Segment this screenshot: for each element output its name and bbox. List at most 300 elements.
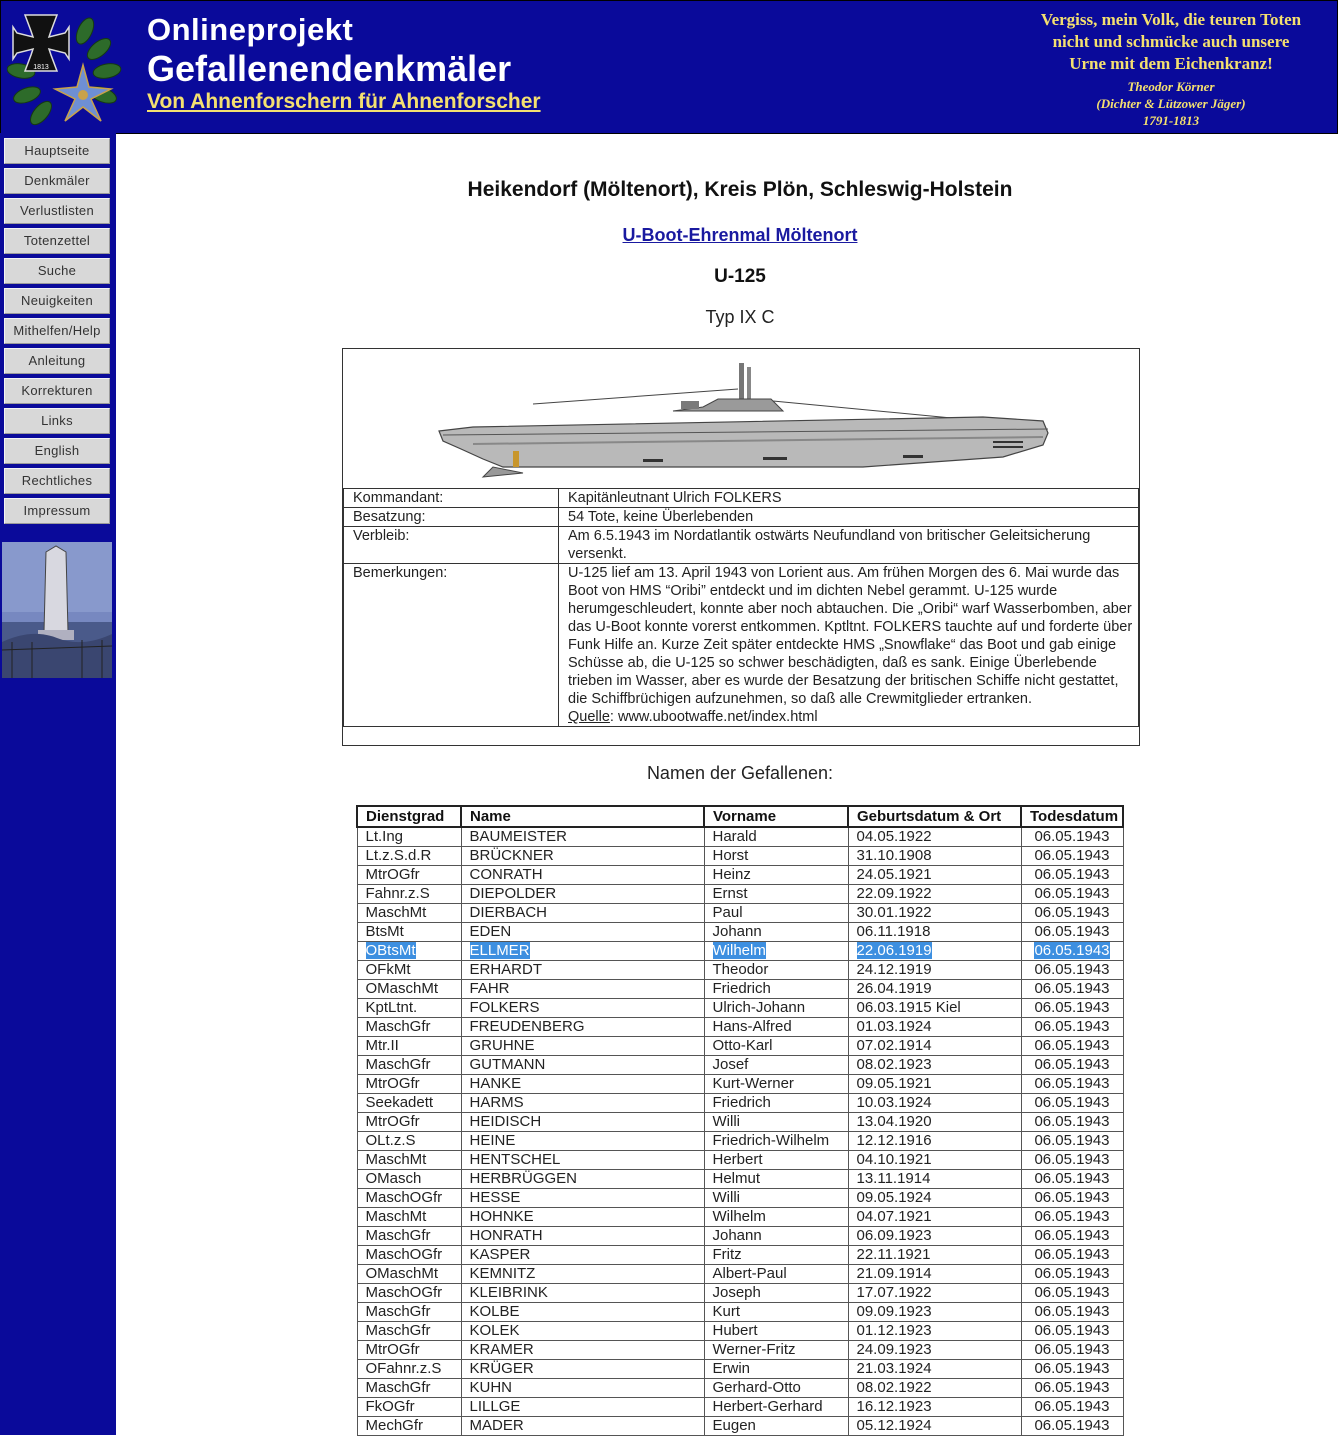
cell-text: HEIDISCH <box>469 1113 542 1130</box>
cell-text: 06.05.1943 <box>1034 980 1110 997</box>
table-cell <box>704 1170 848 1189</box>
table-cell <box>1021 1208 1123 1227</box>
table-row <box>357 980 1123 999</box>
cell-text: 04.10.1921 <box>856 1151 932 1168</box>
cell-text: HARMS <box>469 1094 524 1111</box>
cell-text: 22.06.1919 <box>856 942 932 959</box>
cell-text: 06.05.1943 <box>1034 904 1110 921</box>
table-cell <box>1021 1037 1123 1056</box>
nav-mithelfen[interactable]: Mithelfen/Help <box>4 318 110 344</box>
cell-text: 06.05.1943 <box>1034 1113 1110 1130</box>
cell-text: ELLMER <box>469 942 530 959</box>
table-cell <box>704 827 848 847</box>
cell-text: Hans-Alfred <box>712 1018 792 1035</box>
cell-text: Paul <box>712 904 743 921</box>
cell-text: 06.05.1943 <box>1034 1246 1110 1263</box>
table-row <box>357 1322 1123 1341</box>
table-row <box>357 1284 1123 1303</box>
table-cell <box>357 1037 461 1056</box>
nav-anleitung[interactable]: Anleitung <box>4 348 110 374</box>
cell-text: 06.05.1943 <box>1034 1018 1110 1035</box>
cell-text: 06.03.1915 Kiel <box>856 999 961 1016</box>
quote-line: Urne mit dem Eichenkranz! <box>1069 54 1273 73</box>
table-row <box>357 1379 1123 1398</box>
cell-text: OLt.z.S <box>365 1132 416 1149</box>
cell-text: MaschGfr <box>365 1379 431 1396</box>
table-cell <box>1021 1189 1123 1208</box>
cell-text: 06.11.1918 <box>856 923 931 940</box>
info-label: Besatzung: <box>344 508 559 527</box>
quote-line: nicht und schmücke auch unsere <box>1052 32 1290 51</box>
cell-text: KOLEK <box>469 1322 520 1339</box>
table-cell <box>357 1265 461 1284</box>
cell-text: Helmut <box>712 1170 761 1187</box>
cell-text: 06.05.1943 <box>1034 866 1110 883</box>
table-row <box>357 1075 1123 1094</box>
table-cell <box>848 1398 1021 1417</box>
cell-text: 04.05.1922 <box>856 828 932 845</box>
cell-text: 09.05.1924 <box>856 1189 932 1206</box>
table-cell <box>357 1322 461 1341</box>
table-cell <box>461 1056 704 1075</box>
cell-text: Ulrich-Johann <box>712 999 806 1016</box>
nav-neuigkeiten[interactable]: Neuigkeiten <box>4 288 110 314</box>
table-cell <box>357 827 461 847</box>
cell-text: 24.12.1919 <box>856 961 932 978</box>
table-cell <box>848 866 1021 885</box>
table-cell <box>704 847 848 866</box>
table-cell <box>848 1037 1021 1056</box>
table-cell <box>848 827 1021 847</box>
memorial-photo[interactable] <box>2 542 112 678</box>
boat-type: Typ IX C <box>705 307 775 327</box>
table-row <box>357 847 1123 866</box>
cell-text: GRUHNE <box>469 1037 535 1054</box>
table-cell <box>704 1341 848 1360</box>
cell-text: 13.04.1920 <box>856 1113 932 1130</box>
cell-text: Joseph <box>712 1284 761 1301</box>
table-row <box>357 1189 1123 1208</box>
cell-text: Friedrich-Wilhelm <box>712 1132 830 1149</box>
table-cell <box>848 1379 1021 1398</box>
cell-text: Fahnr.z.S <box>365 885 430 902</box>
table-cell <box>848 1170 1021 1189</box>
table-cell <box>1021 1417 1123 1436</box>
table-cell <box>704 885 848 904</box>
table-cell <box>704 923 848 942</box>
table-cell <box>461 1018 704 1037</box>
table-row <box>357 923 1123 942</box>
cell-text: 24.05.1921 <box>856 866 932 883</box>
table-cell <box>848 847 1021 866</box>
cell-text: Josef <box>712 1056 749 1073</box>
table-cell <box>704 1265 848 1284</box>
table-cell <box>1021 1379 1123 1398</box>
cell-text: Hubert <box>712 1322 758 1339</box>
table-cell <box>357 1417 461 1436</box>
table-cell <box>357 885 461 904</box>
table-row <box>357 827 1123 847</box>
table-row <box>357 1398 1123 1417</box>
cell-text: MtrOGfr <box>365 1341 420 1358</box>
cell-text: KRAMER <box>469 1341 534 1358</box>
submarine-drawing <box>343 349 1139 488</box>
info-label: Kommandant: <box>344 489 559 508</box>
table-cell <box>357 1284 461 1303</box>
cell-text: 06.05.1943 <box>1034 942 1110 959</box>
cell-text: MechGfr <box>365 1417 424 1434</box>
table-cell <box>461 1113 704 1132</box>
nav-denkmaeler[interactable]: Denkmäler <box>4 168 110 194</box>
nav-links[interactable]: Links <box>4 408 110 434</box>
table-cell <box>461 1322 704 1341</box>
table-cell <box>1021 847 1123 866</box>
source-url: : www.ubootwaffe.net/index.html <box>609 709 818 725</box>
cell-text: MtrOGfr <box>365 1113 420 1130</box>
table-cell <box>848 980 1021 999</box>
cell-text: KptLtnt. <box>365 999 418 1016</box>
cell-text: 05.12.1924 <box>856 1417 932 1434</box>
cell-text: OMaschMt <box>365 1265 439 1282</box>
memorial-link <box>116 225 1344 246</box>
table-cell <box>357 904 461 923</box>
table-cell <box>848 923 1021 942</box>
table-row <box>357 1094 1123 1113</box>
cell-text: HEINE <box>469 1132 516 1149</box>
col-todesdatum: Todesdatum <box>1021 806 1123 827</box>
cell-text: KRÜGER <box>469 1360 534 1377</box>
table-cell <box>461 847 704 866</box>
table-cell <box>357 1170 461 1189</box>
cell-text: 30.01.1922 <box>856 904 932 921</box>
cell-text: 12.12.1916 <box>856 1132 932 1149</box>
nav-totenzettel[interactable]: Totenzettel <box>4 228 110 254</box>
cell-text: 21.09.1914 <box>856 1265 932 1282</box>
svg-text:1813: 1813 <box>33 64 49 71</box>
cell-text: MaschGfr <box>365 1322 431 1339</box>
table-row <box>357 1265 1123 1284</box>
table-cell <box>704 1246 848 1265</box>
table-cell <box>848 1094 1021 1113</box>
cell-text: MaschMt <box>365 1208 427 1225</box>
table-cell <box>357 923 461 942</box>
cell-text: CONRATH <box>469 866 543 883</box>
table-row <box>357 904 1123 923</box>
table-row <box>357 1056 1123 1075</box>
cell-text: MaschOGfr <box>365 1284 443 1301</box>
cell-text: Fritz <box>712 1246 742 1263</box>
table-cell <box>1021 1170 1123 1189</box>
cell-text: 06.05.1943 <box>1034 1056 1110 1073</box>
table-row <box>357 1113 1123 1132</box>
cell-text: 22.09.1922 <box>856 885 932 902</box>
cell-text: DIERBACH <box>469 904 548 921</box>
table-cell <box>848 1246 1021 1265</box>
cell-text: 06.05.1943 <box>1034 1341 1110 1358</box>
cell-text: 06.05.1943 <box>1034 1227 1110 1244</box>
table-cell <box>461 885 704 904</box>
table-cell <box>704 1284 848 1303</box>
table-cell <box>1021 999 1123 1018</box>
table-cell <box>848 1208 1021 1227</box>
fallen-table <box>356 805 1124 1436</box>
cell-text: KLEIBRINK <box>469 1284 548 1301</box>
table-cell <box>1021 1322 1123 1341</box>
table-cell <box>357 961 461 980</box>
cell-text: OFahnr.z.S <box>365 1360 442 1377</box>
table-cell <box>704 1056 848 1075</box>
table-cell <box>704 1018 848 1037</box>
nav-rechtliches[interactable]: Rechtliches <box>4 468 110 494</box>
table-cell <box>1021 980 1123 999</box>
table-cell <box>848 1113 1021 1132</box>
table-cell <box>704 1322 848 1341</box>
table-cell <box>704 1398 848 1417</box>
cell-text: MaschMt <box>365 904 427 921</box>
table-cell <box>1021 904 1123 923</box>
cell-text: 06.05.1943 <box>1034 1360 1110 1377</box>
cell-text: MaschGfr <box>365 1018 431 1035</box>
cell-text: 06.05.1943 <box>1034 1151 1110 1168</box>
table-row <box>357 885 1123 904</box>
cell-text: HANKE <box>469 1075 522 1092</box>
cell-text: Otto-Karl <box>712 1037 773 1054</box>
cell-text: HERBRÜGGEN <box>469 1170 578 1187</box>
table-cell <box>848 1189 1021 1208</box>
nav-suche[interactable]: Suche <box>4 258 110 284</box>
table-cell <box>357 942 461 961</box>
cell-text: 13.11.1914 <box>856 1170 931 1187</box>
table-cell <box>1021 1056 1123 1075</box>
cell-text: 06.05.1943 <box>1034 885 1110 902</box>
table-cell <box>461 1151 704 1170</box>
cell-text: HOHNKE <box>469 1208 534 1225</box>
cell-text: FkOGfr <box>365 1398 415 1415</box>
cell-text: OBtsMt <box>365 942 416 959</box>
table-cell <box>461 1341 704 1360</box>
table-cell <box>461 1037 704 1056</box>
table-cell <box>848 961 1021 980</box>
cell-text: OMaschMt <box>365 980 439 997</box>
table-cell <box>848 1341 1021 1360</box>
table-row <box>357 1018 1123 1037</box>
cell-text: 06.05.1943 <box>1034 961 1110 978</box>
table-cell <box>1021 923 1123 942</box>
table-row <box>357 1246 1123 1265</box>
cell-text: 06.05.1943 <box>1034 1284 1110 1301</box>
table-cell <box>848 1303 1021 1322</box>
quote-author-years: 1791-1813 <box>1142 113 1200 128</box>
table-cell <box>461 923 704 942</box>
col-name: Name <box>461 806 704 827</box>
table-row <box>357 1360 1123 1379</box>
table-cell <box>357 1360 461 1379</box>
site-header <box>0 0 1338 134</box>
table-cell <box>1021 961 1123 980</box>
boat-name: U-125 <box>714 266 766 287</box>
table-cell <box>357 1113 461 1132</box>
iron-cross-logo <box>7 9 123 127</box>
table-cell <box>1021 1018 1123 1037</box>
cell-text: Eugen <box>712 1417 756 1434</box>
cell-text: 06.05.1943 <box>1034 1417 1110 1434</box>
table-cell <box>848 904 1021 923</box>
table-cell <box>704 1151 848 1170</box>
table-row <box>357 1170 1123 1189</box>
table-cell <box>1021 1246 1123 1265</box>
cell-text: 06.05.1943 <box>1034 1132 1110 1149</box>
table-cell <box>461 1265 704 1284</box>
cell-text: KASPER <box>469 1246 531 1263</box>
cell-text: 01.03.1924 <box>856 1018 932 1035</box>
info-value: Kapitänleutnant Ulrich FOLKERS <box>559 489 1139 508</box>
table-cell <box>461 1208 704 1227</box>
cell-text: 06.09.1923 <box>856 1227 932 1244</box>
cell-text: Willi <box>712 1189 740 1206</box>
table-cell <box>704 1075 848 1094</box>
table-row <box>357 1151 1123 1170</box>
table-row <box>357 1037 1123 1056</box>
site-subtitle[interactable]: Von Ahnenforschern für Ahnenforscher <box>147 90 541 113</box>
cell-text: OMasch <box>365 1170 422 1187</box>
table-cell <box>357 1018 461 1037</box>
table-cell <box>848 1151 1021 1170</box>
cell-text: Lt.z.S.d.R <box>365 847 432 864</box>
table-cell <box>357 1379 461 1398</box>
info-row-verbleib <box>344 527 1139 564</box>
cell-text: MaschOGfr <box>365 1189 443 1206</box>
nav-verlustlisten[interactable]: Verlustlisten <box>4 198 110 224</box>
cell-text: FAHR <box>469 980 510 997</box>
table-cell <box>848 1056 1021 1075</box>
table-row <box>357 942 1123 961</box>
cell-text: 31.10.1908 <box>856 847 932 864</box>
table-cell <box>1021 1284 1123 1303</box>
col-vorname: Vorname <box>704 806 848 827</box>
cell-text: 06.05.1943 <box>1034 847 1110 864</box>
table-cell <box>357 1398 461 1417</box>
table-cell <box>1021 1075 1123 1094</box>
info-value: 54 Tote, keine Überlebenden <box>559 508 1139 527</box>
cell-text: 06.05.1943 <box>1034 923 1110 940</box>
table-cell <box>461 999 704 1018</box>
cell-text: 10.03.1924 <box>856 1094 932 1111</box>
table-row <box>357 999 1123 1018</box>
table-cell <box>848 1265 1021 1284</box>
cell-text: Albert-Paul <box>712 1265 787 1282</box>
cell-text: 26.04.1919 <box>856 980 932 997</box>
table-cell <box>848 942 1021 961</box>
nav-hauptseite[interactable]: Hauptseite <box>4 138 110 164</box>
table-cell <box>357 1189 461 1208</box>
site-title-line1: Onlineprojekt <box>147 12 354 47</box>
cell-text: 16.12.1923 <box>856 1398 932 1415</box>
cell-text: 06.05.1943 <box>1034 1398 1110 1415</box>
nav-english[interactable]: English <box>4 438 110 464</box>
nav-korrekturen[interactable]: Korrekturen <box>4 378 110 404</box>
table-cell <box>704 1379 848 1398</box>
table-cell <box>848 1417 1021 1436</box>
cell-text: 06.05.1943 <box>1034 1303 1110 1320</box>
cell-text: Ernst <box>712 885 748 902</box>
info-row-kommandant <box>344 489 1139 508</box>
cell-text: OFkMt <box>365 961 411 978</box>
info-row-bemerkungen <box>344 564 1139 727</box>
table-cell <box>357 1094 461 1113</box>
table-cell <box>1021 1151 1123 1170</box>
source-label[interactable]: Quelle <box>568 709 610 725</box>
nav-impressum[interactable]: Impressum <box>4 498 110 524</box>
table-body <box>357 827 1123 1436</box>
table-cell <box>357 1208 461 1227</box>
cell-text: ERHARDT <box>469 961 543 978</box>
cell-text: 06.05.1943 <box>1034 1075 1110 1092</box>
fallen-heading: Namen der Gefallenen: <box>646 763 834 783</box>
cell-text: Horst <box>712 847 749 864</box>
cell-text: HENTSCHEL <box>469 1151 561 1168</box>
table-cell <box>357 1151 461 1170</box>
table-header-row <box>357 806 1123 827</box>
cell-text: Theodor <box>712 961 769 978</box>
table-cell <box>357 866 461 885</box>
table-cell <box>704 1360 848 1379</box>
main-content <box>116 133 1344 1435</box>
table-cell <box>848 1284 1021 1303</box>
info-label: Verbleib: <box>344 527 559 564</box>
table-cell <box>461 1094 704 1113</box>
table-cell <box>461 1170 704 1189</box>
cell-text: LILLGE <box>469 1398 521 1415</box>
table-row <box>357 1132 1123 1151</box>
cell-text: 21.03.1924 <box>856 1360 932 1377</box>
table-row <box>357 1417 1123 1436</box>
memorial-link-text[interactable]: U-Boot-Ehrenmal Möltenort <box>622 225 858 245</box>
cell-text: FOLKERS <box>469 999 540 1016</box>
table-row <box>357 866 1123 885</box>
table-cell <box>704 999 848 1018</box>
cell-text: HESSE <box>469 1189 521 1206</box>
table-cell <box>1021 885 1123 904</box>
cell-text: 01.12.1923 <box>856 1322 932 1339</box>
table-cell <box>461 961 704 980</box>
table-cell <box>704 1303 848 1322</box>
cell-text: MaschGfr <box>365 1303 431 1320</box>
table-cell <box>704 1417 848 1436</box>
table-cell <box>461 1227 704 1246</box>
table-row <box>357 1303 1123 1322</box>
cell-text: Wilhelm <box>712 1208 766 1225</box>
table-cell <box>357 980 461 999</box>
table-row <box>357 961 1123 980</box>
boat-info-table <box>343 488 1139 727</box>
table-cell <box>848 1227 1021 1246</box>
table-cell <box>848 1018 1021 1037</box>
cell-text: BAUMEISTER <box>469 828 568 845</box>
table-cell <box>704 1189 848 1208</box>
cell-text: Werner-Fritz <box>712 1341 796 1358</box>
table-cell <box>357 1227 461 1246</box>
cell-text: Kurt <box>712 1303 741 1320</box>
table-cell <box>357 1246 461 1265</box>
table-cell <box>357 1132 461 1151</box>
cell-text: KOLBE <box>469 1303 520 1320</box>
info-row-besatzung <box>344 508 1139 527</box>
cell-text: MaschMt <box>365 1151 427 1168</box>
cell-text: 06.05.1943 <box>1034 1094 1110 1111</box>
table-cell <box>1021 1303 1123 1322</box>
table-cell <box>704 1227 848 1246</box>
table-cell <box>461 866 704 885</box>
